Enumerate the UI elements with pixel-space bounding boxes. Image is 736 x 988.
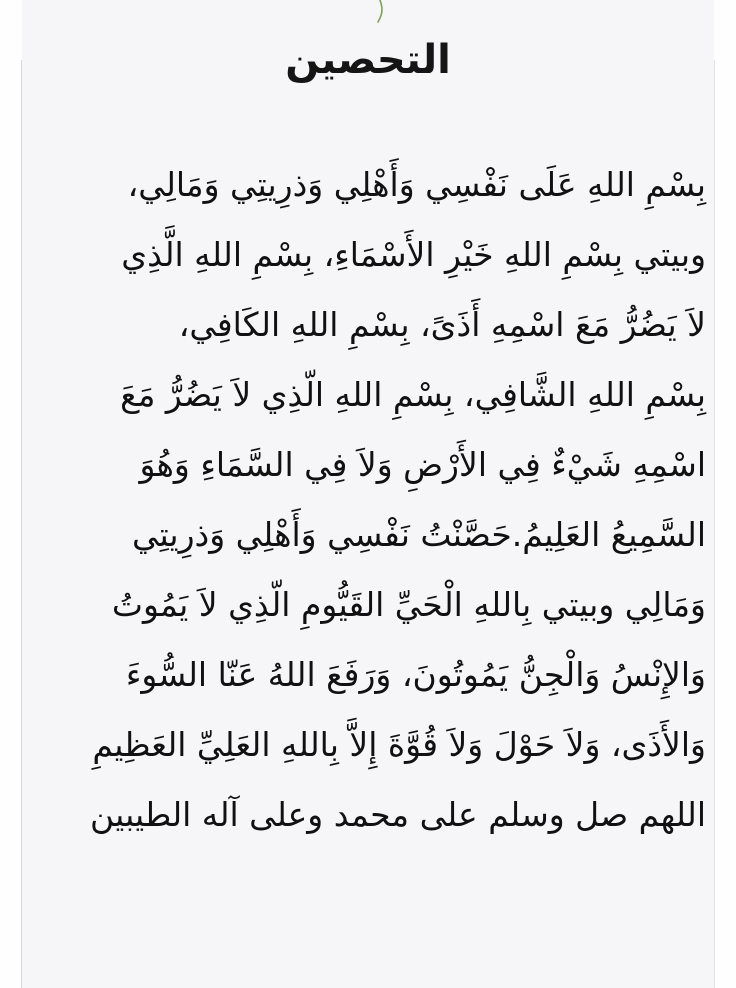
text-line: اللهم صل وسلم على محمد وعلى آله الطيبين [90,795,706,834]
text-line: السَّمِيعُ العَلِيمُ.حَصَّنْتُ نَفْسِي وَأَهْلِي وَذرِيتِي [131,515,706,554]
card-right-edge [714,60,715,988]
text-line: بِسْمِ اللهِ عَلَى نَفْسِي وَأَهْلِي وَذرِيتِي وَمَالِي، [127,165,706,204]
text-line: وَالأَذَى، وَلاَ حَوْلَ وَلاَ قُوَّةَ إِلاَّ بِاللهِ العَلِيِّ العَظِيمِ [92,725,706,764]
text-line: وَالإِنْسُ وَالْجِنُّ يَمُوتُونَ، وَرَفَعَ اللهُ عَنّا السُّوءَ [125,655,706,694]
text-line: بِسْمِ اللهِ الشَّافِي، بِسْمِ اللهِ الّذِي لاَ يَضُرُّ مَعَ [120,375,706,414]
prayer-text [30,150,706,850]
page-title: التحصين [285,37,451,83]
text-line: اسْمِهِ شَيْءٌ فِي الأَرْضِ وَلاَ فِي السَّمَاءِ وَهُوَ [139,445,706,484]
card-left-edge [21,60,22,988]
text-line: لاَ يَضُرُّ مَعَ اسْمِهِ أَذَىً، بِسْمِ اللهِ الكَافِي، [178,305,706,344]
text-line: وَمَالِي وبيتي بِاللهِ الْحَيِّ القَيُّومِ الّذِي لاَ يَمُوتُ [111,585,706,624]
text-line: وبيتي بِسْمِ اللهِ خَيْرِ الأَسْمَاءِ، بِسْمِ اللهِ الَّذِي [121,235,706,274]
leaf-stroke-icon [370,0,394,24]
